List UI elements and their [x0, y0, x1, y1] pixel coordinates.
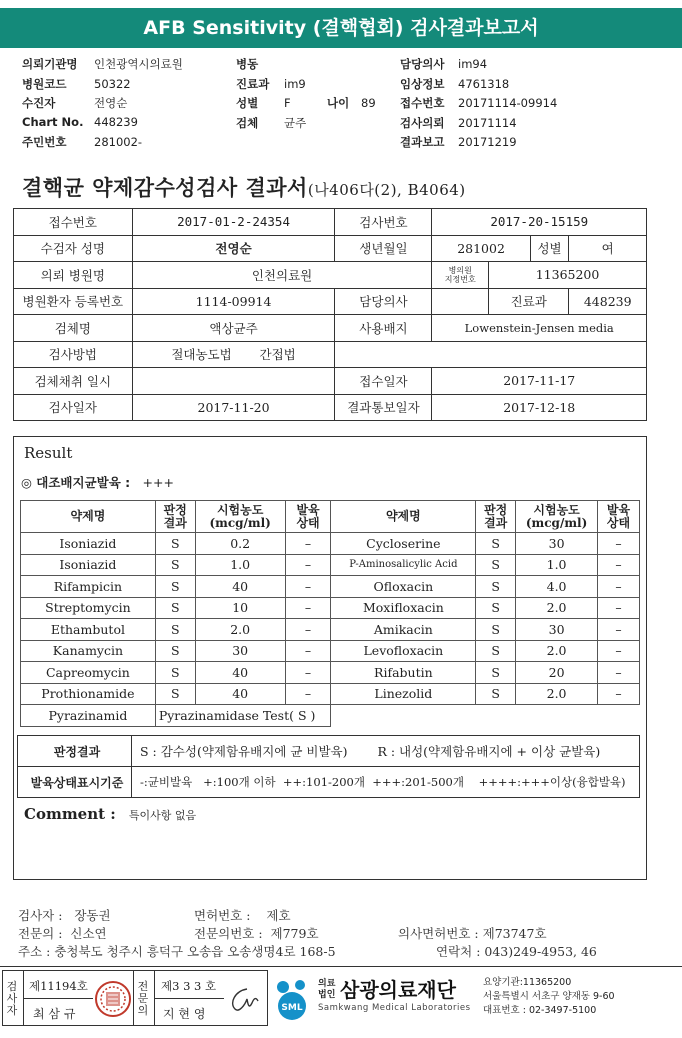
- sml-logo-icon: [270, 976, 314, 1022]
- header-c3-2: [400, 95, 557, 111]
- drug-concentration: 4.0: [516, 576, 598, 598]
- lab-code: 요양기관:11365200: [483, 977, 572, 988]
- drug-growth: –: [285, 619, 331, 641]
- header-c2-2: [236, 95, 291, 111]
- method-indirect: 간접법: [259, 347, 296, 363]
- comment-label: Comment :: [24, 805, 116, 823]
- table-row: [21, 619, 640, 641]
- drug-result: S: [155, 640, 195, 662]
- footer-contact: [436, 942, 597, 960]
- specialist-label: 전문의 :: [18, 926, 63, 941]
- drug-concentration: 2.0: [516, 683, 598, 705]
- drug-result: S: [476, 576, 516, 598]
- sex-value: 여: [569, 235, 647, 262]
- drug-name: Ethambutol: [21, 619, 156, 641]
- header-c2-3: [236, 115, 306, 131]
- header-growth: 발육 상태: [285, 501, 331, 533]
- method-value: [132, 341, 335, 368]
- comment-text: 특이사항 없음: [128, 809, 197, 822]
- drug-concentration: 40: [195, 683, 285, 705]
- method-label: 검사방법: [14, 341, 133, 368]
- header-c1-0-label: 의뢰기관명: [22, 57, 78, 71]
- drug-name: Capreomycin: [21, 662, 156, 684]
- drug-growth: –: [285, 554, 331, 576]
- footer-doc-license: [398, 924, 547, 942]
- drug-name: Cycloserine: [331, 533, 476, 555]
- drug-name: Ofloxacin: [331, 576, 476, 598]
- growth-text: -:균비발육 +:100개 이하 ++:101-200개 +++:201-500개 ++++:+++이상(융합발육): [132, 767, 640, 798]
- spec-no-label: 전문의번호 :: [194, 926, 263, 941]
- lab-name: 삼광의료재단: [340, 978, 456, 1002]
- header-concentration: 시험농도 (mcg/ml): [516, 501, 598, 533]
- document-title-code: (나406다(2), B4064): [307, 181, 466, 199]
- test-no-label: 검사번호: [335, 209, 432, 236]
- drug-concentration: 2.0: [195, 619, 285, 641]
- birth-date: 281002: [432, 235, 530, 262]
- footer-license: [194, 906, 291, 924]
- table-row: [21, 576, 640, 598]
- hospital-code-label: [432, 262, 489, 289]
- header-c3-1-label: 임상정보: [400, 76, 445, 91]
- drug-concentration: 30: [195, 640, 285, 662]
- header-c1-2-value: 전영순: [94, 96, 128, 110]
- lab-phone: 대표번호 : 02-3497-5100: [483, 1005, 597, 1016]
- drug-result: S: [476, 683, 516, 705]
- pza-drug-name: Pyrazinamid: [21, 705, 156, 727]
- header-c1-3: [22, 115, 138, 129]
- drug-name: Amikacin: [331, 619, 476, 641]
- drug-growth: –: [598, 597, 640, 619]
- drug-concentration: 2.0: [516, 597, 598, 619]
- drug-concentration: 10: [195, 597, 285, 619]
- drug-growth: –: [285, 576, 331, 598]
- header-result: 판정 결과: [155, 501, 195, 533]
- drug-result: S: [155, 533, 195, 555]
- drug-name: P-Aminosalicylic Acid: [331, 554, 476, 576]
- drug-growth: –: [285, 683, 331, 705]
- dept-label: 진료과: [489, 288, 569, 315]
- drug-name: Isoniazid: [21, 533, 156, 555]
- hospital-code-label-line1: 병의원: [448, 265, 472, 275]
- drug-concentration: 1.0: [195, 554, 285, 576]
- notify-date: 2017-12-18: [432, 394, 647, 421]
- spec-sign-name: 지 현 영: [163, 1007, 206, 1021]
- sex-label: 성별: [530, 235, 569, 262]
- birth-label: 생년월일: [335, 235, 432, 262]
- table-row: [21, 597, 640, 619]
- header-drug: 약제명: [331, 501, 476, 533]
- drug-name: Rifabutin: [331, 662, 476, 684]
- header-age-value: 89: [361, 96, 376, 110]
- header-c3-1-value: 4761318: [458, 76, 510, 91]
- dept-value: 448239: [569, 288, 647, 315]
- reg-no: 2017-01-2-24354: [132, 209, 335, 236]
- header-c3-4: [400, 134, 517, 150]
- header-c1-2-label: 수진자: [22, 96, 56, 110]
- control-growth-label: ◎ 대조배지균발육 :: [21, 475, 131, 490]
- lab-corp-line2: 법인: [318, 990, 336, 1000]
- header-c2-1: [236, 76, 306, 92]
- drug-growth: –: [598, 554, 640, 576]
- header-growth: 발육 상태: [598, 501, 640, 533]
- tester-name: 장동권: [74, 908, 111, 923]
- doctor-value: [432, 288, 489, 315]
- footer-spec-no: [194, 924, 319, 942]
- drug-name: Linezolid: [331, 683, 476, 705]
- hospital-name: 인천의료원: [132, 262, 432, 289]
- header-c3-4-label: 결과보고: [400, 135, 445, 149]
- drug-table-header: [21, 501, 640, 533]
- medium-value: Lowenstein-Jensen media: [432, 315, 647, 342]
- comment: [24, 804, 196, 823]
- collect-label: 검체채취 일시: [14, 368, 133, 395]
- table-row: [21, 533, 640, 555]
- address-value: 충청북도 청주시 흥덕구 오송읍 오송생명4로 168-5: [54, 944, 336, 959]
- medium-label: 사용배지: [335, 315, 432, 342]
- drug-concentration: 30: [516, 533, 598, 555]
- legend-table: [17, 735, 640, 798]
- drug-result: S: [476, 619, 516, 641]
- header-c1-3-value: 448239: [94, 114, 138, 129]
- spec-sign-no: 제3 3 3 호: [161, 979, 217, 993]
- specialist-name: 신소연: [70, 926, 107, 941]
- hospital-label: 의뢰 병원명: [14, 262, 133, 289]
- drug-growth: –: [598, 576, 640, 598]
- header-c2-2-label: 성별: [236, 96, 259, 110]
- drug-result: S: [155, 576, 195, 598]
- header-c2-3-label: 검체: [236, 115, 259, 130]
- tester-sign-name: 최 삼 규: [33, 1007, 76, 1021]
- hospital-reg-no: 1114-09914: [132, 288, 335, 315]
- table-row: [21, 683, 640, 705]
- license-value: 제호: [266, 908, 291, 923]
- drug-name: Isoniazid: [21, 554, 156, 576]
- drug-concentration: 20: [516, 662, 598, 684]
- footer-address: [18, 942, 336, 960]
- header-c3-4-value: 20171219: [458, 135, 517, 149]
- header-c1-2: [22, 95, 127, 111]
- drug-result: S: [476, 640, 516, 662]
- tester-vertical-label: 검 사 자: [6, 980, 18, 1017]
- header-c3-0: [400, 56, 487, 72]
- doctor-label: 담당의사: [335, 288, 432, 315]
- drug-result: S: [155, 662, 195, 684]
- drug-name: Rifampicin: [21, 576, 156, 598]
- sml-logo-text: SML: [281, 1003, 303, 1013]
- notify-label: 결과통보일자: [335, 394, 432, 421]
- collect-value: [132, 368, 335, 395]
- header-c3-1: [400, 76, 509, 92]
- pza-row: [21, 705, 640, 727]
- receipt-label: 접수일자: [335, 368, 432, 395]
- header-c3-2-label: 접수번호: [400, 96, 445, 110]
- license-label: 면허번호 :: [194, 908, 251, 923]
- header-c1-1: [22, 76, 131, 92]
- signature-scribble-icon: [225, 983, 263, 1015]
- header-c1-4-label: 주민번호: [22, 135, 67, 149]
- info-table: [13, 208, 647, 421]
- table-row: [21, 662, 640, 684]
- hospital-reg-label: 병원환자 등록번호: [14, 288, 133, 315]
- patient-label: 수검자 성명: [14, 235, 133, 262]
- header-c1-0: [22, 56, 183, 72]
- doc-license-value: 제73747호: [482, 926, 547, 941]
- header-c2-0-label: 병동: [236, 57, 259, 71]
- table-row: [21, 554, 640, 576]
- drug-result: S: [155, 619, 195, 641]
- header-result: 판정 결과: [476, 501, 516, 533]
- drug-concentration: 2.0: [516, 640, 598, 662]
- lab-address: 서울특별시 서초구 양재동 9-60: [483, 991, 615, 1002]
- control-growth-value: +++: [142, 475, 174, 490]
- header-age-label: 나이: [327, 96, 350, 110]
- drug-result: S: [155, 554, 195, 576]
- header-c1-1-value: 50322: [94, 76, 131, 91]
- specimen-value: 액상균주: [132, 315, 335, 342]
- header-c3-3: [400, 115, 517, 131]
- report-title-banner: AFB Sensitivity (결핵협회) 검사결과보고서: [0, 8, 682, 48]
- contact-value: 043)249-4953, 46: [484, 944, 597, 959]
- seal-icon: [93, 979, 133, 1019]
- lab-contact: [483, 976, 615, 1018]
- judge-label: 판정결과: [18, 736, 132, 767]
- method-absolute: 절대농도법: [171, 347, 232, 363]
- footer-divider: [0, 966, 682, 967]
- header-concentration: 시험농도 (mcg/ml): [195, 501, 285, 533]
- result-heading: Result: [24, 444, 73, 462]
- header-c1-4: [22, 134, 142, 150]
- growth-label: 발육상태표시기준: [18, 767, 132, 798]
- drug-growth: –: [285, 533, 331, 555]
- document-title-main: 결핵균 약제감수성검사 결과서: [22, 175, 308, 200]
- tester-no: 제11194호: [29, 979, 88, 993]
- header-c1-3-label: Chart No.: [22, 114, 84, 129]
- receipt-date: 2017-11-17: [432, 368, 647, 395]
- judge-r: R : 내성(약제함유배지에 + 이상 균발육): [377, 744, 601, 759]
- lab-corp: [318, 979, 335, 1001]
- header-c2-1-value: im9: [284, 76, 306, 91]
- footer-specialist: [18, 924, 107, 942]
- header-c1-1-label: 병원코드: [22, 76, 67, 91]
- header-c3-2-value: 20171114-09914: [458, 96, 558, 110]
- signature-box: [2, 970, 268, 1026]
- drug-concentration: 40: [195, 576, 285, 598]
- header-c3-0-value: im94: [458, 57, 488, 71]
- header-c3-3-value: 20171114: [458, 115, 517, 130]
- drug-concentration: 40: [195, 662, 285, 684]
- judge-text: [132, 736, 640, 767]
- drug-growth: –: [598, 662, 640, 684]
- drug-concentration: 30: [516, 619, 598, 641]
- header-c2-3-value: 균주: [284, 115, 307, 130]
- address-label: 주소 :: [18, 944, 51, 959]
- header-age: [327, 95, 376, 111]
- header-drug: 약제명: [21, 501, 156, 533]
- control-growth: [21, 473, 174, 491]
- drug-concentration: 1.0: [516, 554, 598, 576]
- drug-growth: –: [285, 597, 331, 619]
- drug-table: [20, 500, 640, 727]
- drug-name: Prothionamide: [21, 683, 156, 705]
- drug-name: Kanamycin: [21, 640, 156, 662]
- drug-growth: –: [598, 533, 640, 555]
- drug-name: Streptomycin: [21, 597, 156, 619]
- header-c2-0: [236, 56, 284, 72]
- drug-result: S: [476, 597, 516, 619]
- header-c2-1-label: 진료과: [236, 76, 270, 91]
- spec-no-value: 제779호: [270, 926, 319, 941]
- specimen-label: 검체명: [14, 315, 133, 342]
- drug-name: Moxifloxacin: [331, 597, 476, 619]
- drug-growth: –: [598, 619, 640, 641]
- test-date: 2017-11-20: [132, 394, 335, 421]
- header-c1-4-value: 281002-: [94, 135, 143, 149]
- spec-vertical-label: 전 문 의: [137, 980, 149, 1017]
- drug-growth: –: [598, 683, 640, 705]
- drug-result: S: [155, 683, 195, 705]
- lab-corp-line1: 의료: [318, 979, 336, 989]
- drug-result: S: [476, 554, 516, 576]
- lab-eng-name: Samkwang Medical Laboratories: [318, 1003, 471, 1013]
- header-c3-0-label: 담당의사: [400, 57, 445, 71]
- table-row: [21, 640, 640, 662]
- reg-no-label: 접수번호: [14, 209, 133, 236]
- drug-result: S: [155, 597, 195, 619]
- test-date-label: 검사일자: [14, 394, 133, 421]
- drug-result: S: [476, 662, 516, 684]
- header-c1-0-value: 인천광역시의료원: [94, 57, 183, 71]
- tester-label: 검사자 :: [18, 908, 63, 923]
- hospital-code-label-line2: 지정번호: [444, 274, 476, 284]
- drug-result: S: [476, 533, 516, 555]
- drug-growth: –: [285, 640, 331, 662]
- document-title: [22, 172, 466, 202]
- drug-growth: –: [598, 640, 640, 662]
- judge-s: S : 감수성(약제함유배지에 균 비발육): [140, 744, 348, 759]
- header-c3-3-label: 검사의뢰: [400, 115, 445, 130]
- header-c2-2-value: F: [284, 96, 291, 110]
- hospital-code: 11365200: [489, 262, 647, 289]
- drug-concentration: 0.2: [195, 533, 285, 555]
- doc-license-label: 의사면허번호 :: [398, 926, 479, 941]
- drug-growth: –: [285, 662, 331, 684]
- drug-name: Levofloxacin: [331, 640, 476, 662]
- footer-tester: [18, 906, 111, 924]
- test-no: 2017-20-15159: [432, 209, 647, 236]
- patient-name: 전영순: [132, 235, 335, 262]
- pza-test: Pyrazinamidase Test( S ): [155, 705, 331, 727]
- contact-label: 연락처 :: [436, 944, 481, 959]
